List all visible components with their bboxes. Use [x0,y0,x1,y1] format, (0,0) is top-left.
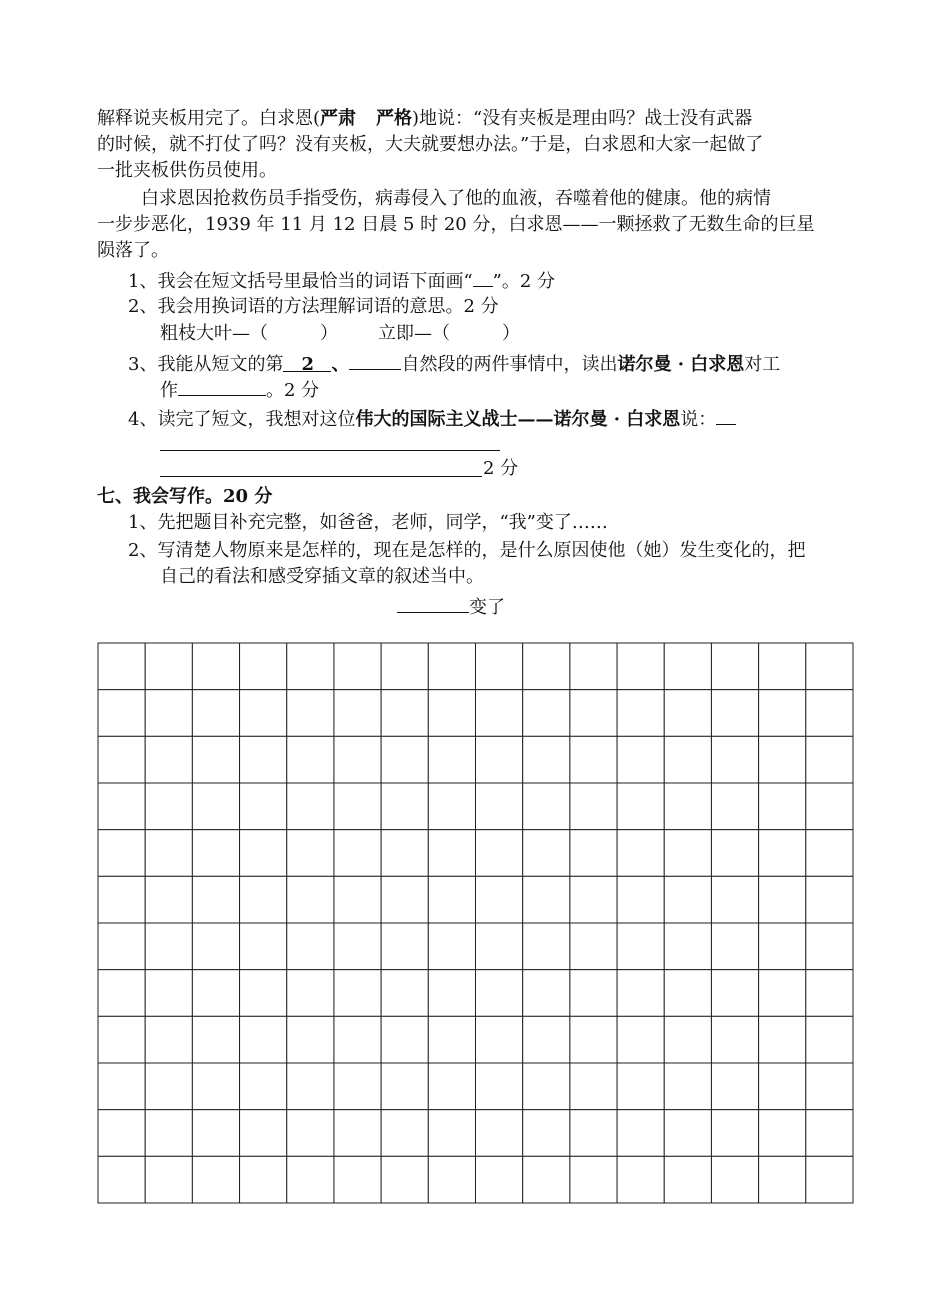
grid-cell[interactable] [617,1156,664,1203]
grid-cell[interactable] [240,690,287,737]
grid-cell[interactable] [98,1016,145,1063]
answer-blank[interactable] [349,349,401,370]
grid-cell[interactable] [523,690,570,737]
grid-cell[interactable] [570,876,617,923]
grid-cell[interactable] [570,1156,617,1203]
grid-cell[interactable] [240,1156,287,1203]
grid-cell[interactable] [428,736,475,783]
filled-answer: 2 [283,352,331,372]
grid-cell[interactable] [711,1110,758,1157]
grid-cell[interactable] [664,690,711,737]
grid-cell[interactable] [98,736,145,783]
grid-cell[interactable] [806,830,853,877]
grid-cell[interactable] [381,1110,428,1157]
grid-cell[interactable] [240,1016,287,1063]
grid-cell[interactable] [759,1110,806,1157]
grid-cell[interactable] [664,1110,711,1157]
grid-cell[interactable] [617,690,664,737]
grid-cell[interactable] [98,830,145,877]
grid-cell[interactable] [287,690,334,737]
grid-cell[interactable] [287,1063,334,1110]
choice-option-2: 严格 [376,108,413,129]
grid-cell[interactable] [806,1156,853,1203]
grid-cell[interactable] [617,970,664,1017]
question-3-cont: 作 。2 分 [160,375,319,404]
grid-cell[interactable] [523,1063,570,1110]
grid-cell[interactable] [711,736,758,783]
grid-cell[interactable] [145,1110,192,1157]
grid-cell[interactable] [240,923,287,970]
writing-item-1: 1、先把题目补充完整，如爸爸，老师，同学，“我”变了…… [128,512,608,533]
answer-line[interactable] [160,476,482,477]
grid-cell[interactable] [711,876,758,923]
grid-cell[interactable] [523,643,570,690]
grid-cell[interactable] [570,1016,617,1063]
writing-item-2-cont: 自己的看法和感受穿插文章的叙述当中。 [160,566,484,587]
grid-cell[interactable] [570,690,617,737]
grid-cell[interactable] [381,783,428,830]
grid-cell[interactable] [98,643,145,690]
grid-cell[interactable] [759,970,806,1017]
grid-cell[interactable] [192,923,239,970]
grid-cell[interactable] [806,736,853,783]
grid-cell[interactable] [711,690,758,737]
grid-cell[interactable] [664,783,711,830]
grid-cell[interactable] [334,923,381,970]
grid-cell[interactable] [711,1063,758,1110]
grid-cell[interactable] [759,643,806,690]
grid-cell[interactable] [334,643,381,690]
grid-cell[interactable] [98,1063,145,1110]
grid-cell[interactable] [287,1110,334,1157]
grid-cell[interactable] [381,736,428,783]
grid-cell[interactable] [287,736,334,783]
grid-cell[interactable] [287,1016,334,1063]
grid-cell[interactable] [759,830,806,877]
grid-cell[interactable] [428,1110,475,1157]
grid-cell[interactable] [98,1156,145,1203]
grid-cell[interactable] [428,1156,475,1203]
grid-cell[interactable] [476,1063,523,1110]
grid-cell[interactable] [806,690,853,737]
grid-cell[interactable] [145,830,192,877]
grid-cell[interactable] [570,736,617,783]
grid-cell[interactable] [806,1063,853,1110]
grid-cell[interactable] [334,1110,381,1157]
grid-cell[interactable] [381,876,428,923]
grid-cell[interactable] [806,970,853,1017]
grid-cell[interactable] [428,876,475,923]
grid-cell[interactable] [806,1016,853,1063]
grid-cell[interactable] [145,690,192,737]
section-heading: 七、我会写作。20 分 [97,486,273,507]
grid-cell[interactable] [664,736,711,783]
title-blank[interactable] [397,592,469,613]
grid-cell[interactable] [617,1016,664,1063]
grid-cell[interactable] [476,970,523,1017]
grid-cell[interactable] [334,1016,381,1063]
grid-cell[interactable] [192,736,239,783]
grid-cell[interactable] [759,876,806,923]
grid-cell[interactable] [476,736,523,783]
passage-line-6: 陨落了。 [97,240,169,261]
grid-cell[interactable] [711,923,758,970]
grid-cell[interactable] [806,876,853,923]
grid-cell[interactable] [98,923,145,970]
grid-cell[interactable] [476,783,523,830]
grid-cell[interactable] [759,1016,806,1063]
grid-cell[interactable] [617,736,664,783]
grid-cell[interactable] [523,923,570,970]
grid-cell[interactable] [145,970,192,1017]
grid-cell[interactable] [98,1110,145,1157]
grid-cell[interactable] [806,1110,853,1157]
grid-cell[interactable] [617,923,664,970]
grid-cell[interactable] [570,970,617,1017]
grid-cell[interactable] [240,643,287,690]
grid-cell[interactable] [570,1110,617,1157]
grid-cell[interactable] [664,1063,711,1110]
grid-cell[interactable] [617,1063,664,1110]
grid-cell[interactable] [240,970,287,1017]
grid-cell[interactable] [334,876,381,923]
grid-cell[interactable] [759,923,806,970]
grid-cell[interactable] [428,1063,475,1110]
grid-cell[interactable] [476,1016,523,1063]
grid-cell[interactable] [381,923,428,970]
grid-cell[interactable] [570,830,617,877]
grid-cell[interactable] [145,1063,192,1110]
grid-cell[interactable] [664,876,711,923]
grid-cell[interactable] [145,923,192,970]
grid-cell[interactable] [570,643,617,690]
grid-cell[interactable] [192,643,239,690]
grid-cell[interactable] [523,736,570,783]
grid-cell[interactable] [287,923,334,970]
grid-cell[interactable] [98,690,145,737]
grid-cell[interactable] [192,1110,239,1157]
grid-cell[interactable] [570,1063,617,1110]
grid-cell[interactable] [145,643,192,690]
grid-cell[interactable] [240,783,287,830]
grid-cell[interactable] [664,970,711,1017]
essay-title: 变了 [397,592,505,621]
grid-cell[interactable] [192,1156,239,1203]
grid-cell[interactable] [381,1016,428,1063]
grid-cell[interactable] [570,923,617,970]
grid-cell[interactable] [287,876,334,923]
grid-cell[interactable] [664,643,711,690]
question-4-score: 2 分 [483,458,519,479]
grid-cell[interactable] [759,1063,806,1110]
grid-cell[interactable] [428,643,475,690]
grid-cell[interactable] [428,690,475,737]
question-4: 4、读完了短文，我想对这位伟大的国际主义战士——诺尔曼 · 白求恩说： [128,404,736,433]
answer-blank[interactable] [178,375,266,396]
writing-grid[interactable] [97,642,854,1204]
grid-cell[interactable] [145,1156,192,1203]
grid-cell[interactable] [334,783,381,830]
question-2-items: 粗枝大叶—（ ） 立即—（ ） [160,323,520,344]
grid-cell[interactable] [287,830,334,877]
grid-cell[interactable] [759,783,806,830]
grid-cell[interactable] [192,1063,239,1110]
grid-cell[interactable] [570,783,617,830]
grid-cell[interactable] [711,783,758,830]
grid-cell[interactable] [192,690,239,737]
grid-cell[interactable] [287,970,334,1017]
grid-cell[interactable] [428,923,475,970]
grid-cell[interactable] [192,830,239,877]
grid-cell[interactable] [98,783,145,830]
passage-line-5: 一步步恶化，1939 年 11 月 12 日晨 5 时 20 分，白求恩——一颗拯救了无数生命的巨星 [97,214,815,235]
grid-cell[interactable] [240,1063,287,1110]
grid-cell[interactable] [98,970,145,1017]
grid-cell[interactable] [664,923,711,970]
grid-cell[interactable] [334,736,381,783]
grid-cell[interactable] [476,1110,523,1157]
grid-cell[interactable] [476,1156,523,1203]
grid-cell[interactable] [98,876,145,923]
grid-cell[interactable] [192,970,239,1017]
grid-cell[interactable] [334,830,381,877]
answer-blank[interactable] [473,266,493,287]
grid-cell[interactable] [428,830,475,877]
grid-cell[interactable] [240,1110,287,1157]
passage-line-3: 一批夹板供伤员使用。 [97,160,277,181]
grid-cell[interactable] [476,923,523,970]
question-2: 2、我会用换词语的方法理解词语的意思。2 分 [128,296,499,317]
grid-cell[interactable] [759,736,806,783]
answer-blank[interactable] [716,404,736,425]
grid-cell[interactable] [617,783,664,830]
grid-cell[interactable] [664,830,711,877]
grid-cell[interactable] [711,1016,758,1063]
question-3: 3、我能从短文的第 2 、 自然段的两件事情中，读出诺尔曼 · 白求恩对工 [128,349,780,378]
grid-cell[interactable] [806,923,853,970]
grid-cell[interactable] [145,1016,192,1063]
grid-cell[interactable] [617,876,664,923]
passage-line-1: 解释说夹板用完了。白求恩(严肃 严格)地说：“没有夹板是理由吗？战士没有武器 [97,108,753,129]
writing-item-2: 2、写清楚人物原来是怎样的，现在是怎样的，是什么原因使他（她）发生变化的，把 [128,540,806,561]
answer-line[interactable] [160,450,500,451]
grid-cell[interactable] [428,970,475,1017]
grid-cell[interactable] [240,736,287,783]
grid-cell[interactable] [476,643,523,690]
grid-cell[interactable] [617,643,664,690]
grid-cell[interactable] [523,1110,570,1157]
grid-cell[interactable] [334,690,381,737]
grid-cell[interactable] [711,830,758,877]
grid-cell[interactable] [617,1110,664,1157]
grid-cell[interactable] [428,1016,475,1063]
grid-cell[interactable] [334,1156,381,1203]
grid-cell[interactable] [523,970,570,1017]
grid-cell[interactable] [240,876,287,923]
grid-cell[interactable] [381,1063,428,1110]
grid-cell[interactable] [523,783,570,830]
grid-cell[interactable] [287,1156,334,1203]
grid-cell[interactable] [711,970,758,1017]
grid-cell[interactable] [145,876,192,923]
grid-cell[interactable] [381,970,428,1017]
grid-cell[interactable] [523,1016,570,1063]
grid-cell[interactable] [759,1156,806,1203]
grid-cell[interactable] [759,690,806,737]
grid-cell[interactable] [523,830,570,877]
grid-cell[interactable] [145,783,192,830]
choice-option-1: 严肃 [320,108,357,129]
grid-cell[interactable] [806,643,853,690]
grid-cell[interactable] [711,1156,758,1203]
grid-cell[interactable] [806,783,853,830]
grid-cell[interactable] [192,1016,239,1063]
grid-cell[interactable] [381,690,428,737]
grid-cell[interactable] [334,970,381,1017]
grid-cell[interactable] [476,830,523,877]
grid-cell[interactable] [476,876,523,923]
grid-cell[interactable] [476,690,523,737]
grid-cell[interactable] [287,643,334,690]
grid-cell[interactable] [664,1156,711,1203]
grid-cell[interactable] [381,1156,428,1203]
grid-cell[interactable] [664,1016,711,1063]
question-1: 1、我会在短文括号里最恰当的词语下面画“ ”。2 分 [128,266,555,295]
grid-cell[interactable] [334,1063,381,1110]
grid-cell[interactable] [523,1156,570,1203]
grid-cell[interactable] [145,736,192,783]
grid-cell[interactable] [192,783,239,830]
grid-cell[interactable] [381,830,428,877]
grid-cell[interactable] [617,830,664,877]
grid-cell[interactable] [711,643,758,690]
passage-line-2: 的时候，就不打仗了吗？没有夹板，大夫就要想办法。”于是，白求恩和大家一起做了 [97,134,764,155]
grid-cell[interactable] [381,643,428,690]
grid-cell[interactable] [192,876,239,923]
grid-cell[interactable] [287,783,334,830]
passage-line-4: 白求恩因抢救伤员手指受伤，病毒侵入了他的血液，吞噬着他的健康。他的病情 [141,188,771,209]
grid-cell[interactable] [240,830,287,877]
grid-cell[interactable] [523,876,570,923]
grid-cell[interactable] [428,783,475,830]
